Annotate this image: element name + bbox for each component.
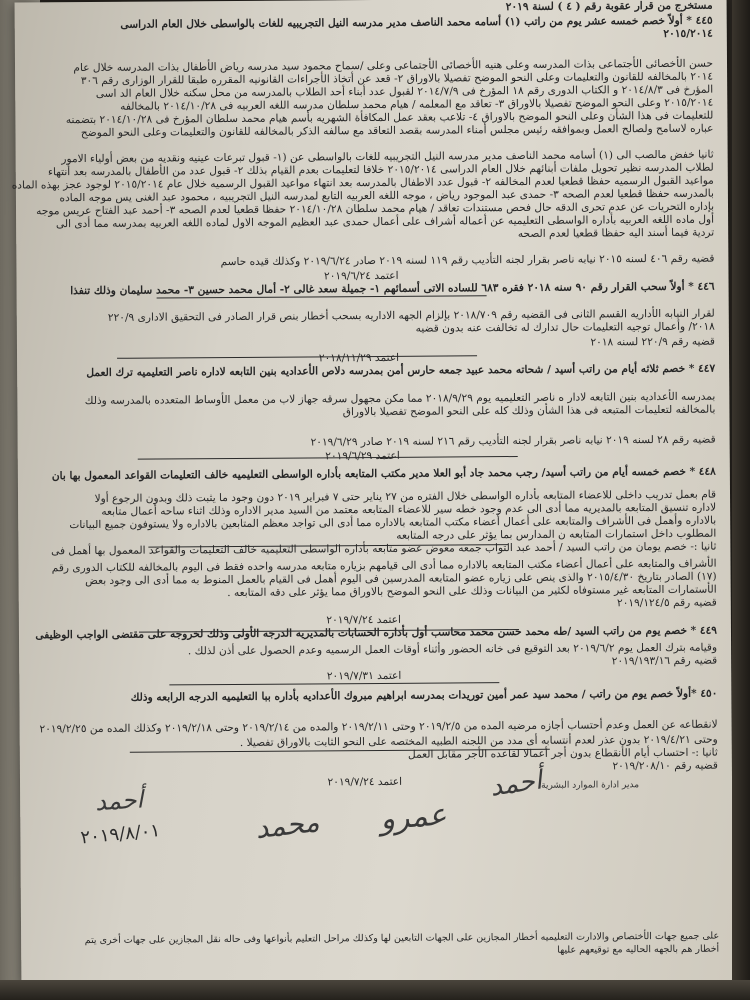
document-line: قضيه رقم ٤٠٦ لسنه ٢٠١٥ نيابه ناصر بقرار لجنه التأديب رقم ١١٩ لسنه ٢٠١٩ صادر ٢٠١٩/٦/٢٤ وكذلك قيده حاسم bbox=[220, 252, 715, 269]
document-line: أول ماده اللغه العربيه بأداره الواسطى التعليميه عن أعماله أشراف على أعمال حمدى عبد العظيم الموجه الاول لماده اللغه العربيه بمدرسه مما أدى الى bbox=[55, 213, 715, 231]
document-line: قضيه رقم ٢٨ لسنه ٢٠١٩ نيابه ناصر بقرار لجنه التأديب رقم ٢١٦ لسنه ٢٠١٩ صادر ٢٠١٩/٦/٢٩ bbox=[310, 433, 716, 449]
document-line: بالمخالفه لتعليمات المتبعه فى هذا الشأن وذلك كله على النحو الموضح تفصيلا بالاوراق bbox=[342, 403, 716, 419]
document-line: قام بعمل تدريب داخلى للاعضاء المتابعه بأداره الواسطى خلال الفتره من ٢٧ يناير حتى ٧ فبراير ٢٠١٩ دون وجود ما يثبت ذلك وبدون الرجوع أولا bbox=[94, 488, 717, 505]
document-line: اعتمد ٢٠١٩/٦/٢٤ bbox=[323, 269, 399, 283]
document-line: ٤٤٩ * خصم يوم من راتب السيد /طه محمد حسن محمد محاسب أول بأداره الحسابات بالمديريه الدرجه الأولى وذلك لخروجه على مقتضى الواجب الوظيفى bbox=[35, 624, 718, 642]
document-line: قضيه رقم ٢٠١٩/١٢٤/٥ bbox=[616, 596, 717, 610]
handwritten-date: ٢٠١٩/٨/٠١ bbox=[79, 820, 162, 849]
document-line: ثانيا خفض مالصب الى (١) أسامه محمد الناصف مدير مدرسه النيل التجريبيه للغات بالواسطى عن (١- قبول تبرعات عينيه ونقديه من بعض أولياء الامور bbox=[61, 148, 714, 166]
document-line: اعتمد ٢٠١٩/٧/٣١ bbox=[326, 669, 402, 683]
center-signature: محمد bbox=[253, 805, 321, 846]
document-line: لاداره تنسيق المتابعه بالمديريه مما أدى الى عدم وجود خطه سير للاعضاء المتابعه معتمد من السيد مدير الاداره وذلك اثناء ساحه أعمال متابعه bbox=[101, 501, 717, 518]
document-line: أخطار هم بالجهه الحاليه مع توقيعهم عليها bbox=[557, 943, 720, 956]
document-line: بالمدرسه حفظا قطعيا لعدم الصحه ٣- حمدى عبد الموجود رياض ، موجه اللغه العربيه التابع لمدرسه النيل التجريبيه ، محمود عبد الغنى يس موجه الماده bbox=[59, 187, 714, 205]
document-line: تردية فيما أسند اليه حفظا قطعيا لعدم الصحه bbox=[517, 226, 715, 240]
document-line: وقيامه بترك العمل يوم ٢٠١٩/٦/٢ بعد التوقيع فى خانه الحضور وأثناء أوقات العمل الرسميه وعدم الحصول على أذن لذلك . bbox=[187, 641, 718, 658]
document-line: ثانيا :- خصم يومان من راتب السيد / أحمد عبد التواب جمعه معوض عضو متابعه بأداره الواسطى التعليميه خالف التعليمات والقواعد المعمول بها أهمل فى bbox=[51, 540, 717, 558]
document-line: حسن الأخصائى الأجتماعى بذات المدرسه وعلى هنيه الأخصائى الأجتماعى وعلى /سماح محمود سيد مدرسه رياض الأطفال بذات المدرسه خلال عام bbox=[73, 57, 714, 75]
background-edge-right bbox=[732, 0, 750, 1000]
document-line: اعتمد ٢٠١٩/٧/٢٤ bbox=[327, 775, 403, 789]
document-line: المطلوب داخل استمارات المتابعه ن المدارس بما يؤثر على درجه المتابعه bbox=[396, 527, 717, 542]
hr-director-title: مدير ادارة الموارد البشرية bbox=[541, 780, 640, 791]
middle-signature: عمرو bbox=[379, 797, 448, 838]
left-signature: أحمد bbox=[94, 785, 144, 817]
document-line: مواعيد القبول الرسميه حفظا قطعيا لعدم المخالفه ٢- قبول عدد الاطفال بالمدرسه بعد انتهاء مواعيد القبول الرسميه خلال عام ٢٠١٥/٢٠١٤ لوجود عجز بهذه الماده bbox=[11, 174, 714, 192]
document-line: اعتمد ٢٠١٩/٧/٢٤ bbox=[326, 613, 401, 627]
document-line: لطلاب المدرسه نظير تحويل ملفات أبنائهم خلال العام الدراسى ٢٠١٥/٢٠١٤ خلافا لتعليمات بعدم القيام بذلك ٢- قبول عدد من الأطفال بالمدرسه بعد أنتهاء bbox=[47, 161, 714, 179]
document-line: اعتمد ٢٠١٨/١١/٢٩ bbox=[318, 351, 400, 365]
document-line: بالاداره وأهمل فى الأشراف والمتابعه على أعمال أعضاء مكتب المتابعه بالاداره مما أدى الى تواجد معظم المتابعين بالاداره ولا يستوفون جميع البيانات bbox=[69, 514, 717, 532]
document-line: ثانيا :- احتساب أيام الأنقطاع بدون أجر أعمالا لقاعده الأجر مقابل العمل bbox=[407, 746, 718, 761]
document-line: ٤٤٧ * خصم ثلاثه أيام من راتب أسيد / شحاته محمد عبيد جمعه حارس أمن بمدرسه دلاص الأعداديه بنين التابعه لاداره ناصر التعليميه ترك العمل bbox=[86, 362, 716, 380]
background-edge-bottom bbox=[0, 980, 750, 1000]
section-divider bbox=[117, 355, 477, 359]
document-line: على جميع جهات الأختصاص والادارت التعليميه أخطار المجازين على الجهات التابعين لها وكذلك مراحل التعليم بأنواعها وفى حاله نقل المجازين على جهات أخرى يتم bbox=[84, 930, 720, 947]
document-line: المؤرخ فى ٢٠١٤/٨/٣ و الكتاب الدورى رقم ١٨ المؤرخ فى ٢٠١٤/٧/٩ لقبول عدد أبناء أحد الطلاب بالمدرسه من محل سكنه خلال العام الد اسى bbox=[95, 83, 714, 100]
document-line: قضيه رقم ٢٠١٩/٢٠٨/١٠ bbox=[612, 759, 718, 773]
document-line: ٢٠١٥/٢٠١٤ وعلى النحو الموضح تفصيلا بالاوراق ٣- تعاقد مع المعلمه / هيام محمد سلطان مدرسه اللغه العربيه فى ٢٠١٤/١٠/٢٨ بالمخالفه bbox=[120, 96, 714, 113]
document-line: ٢٠١٥/٢٠١٤ bbox=[663, 27, 713, 40]
document-line: لقرار النيابه الأداريه القسم الثانى فى القضيه رقم ٢٠١٨/٧٠٩ بإلزام الجهه الاداريه بسحب أخطار بنص قرار الصادر فى التحقيق الادارى ٢٢٠/٩ bbox=[107, 307, 715, 324]
document-line: لانقطاعه عن العمل وعدم أحتساب أجازه مرضيه المده من ٢٠١٩/٢/٥ وحتى ٢٠١٩/٢/١١ والمده من ٢٠١٩/٢/١٤ وحتى ٢٠١٩/٢/١٨ وكذلك المده من ٢٠١٩/٢/٢٥ bbox=[39, 718, 718, 736]
scanned-document-page bbox=[11, 0, 734, 987]
document-line: الأستمارات المتابعه غير مستوفاه لكثير من البيانات وذلك على النحو الموضح بالاوراق مما يؤثر على دقه المتابعه . bbox=[227, 583, 717, 600]
document-line: قضيه رقم ٢٢٠/٩ لسنه ٢٠١٨ bbox=[590, 335, 715, 349]
document-line: اعتمد ٢٠١٩/٦/٢٩ bbox=[325, 449, 400, 463]
document-line: (١٧) الصادر بتاريخ ٢٠١٥/٤/٣٠ والذى ينص على زياره عضو المتابعه المدرسين فى اليوم أهمل فى القيام بالعمل المنوط به مما أدى الى وجود بعض bbox=[85, 570, 717, 588]
document-line: قضيه رقم ٢٠١٩/١٩٣/١٦ bbox=[611, 654, 718, 668]
document-line: وحتى ٢٠١٩/٤/٢١ بدون عذر لعدم أنتسابه أى مدد من اللجنه الطبيه المختصه على النحو الثابت بالاوراق تفصيلا . bbox=[239, 733, 718, 749]
right-signature: أحمد bbox=[488, 765, 544, 803]
document-line: ٢٠١٨/ وأعمال توجيه التعليمات حال تدارك له تخالفت عنه بدون قضيه bbox=[415, 320, 715, 335]
document-header: مستخرج من قرار عقوبة رقم ( ٤ ) لسنة ٢٠١٩ bbox=[505, 0, 713, 14]
document-line: بمدرسه الأعداديه بنين التابعه لادار ه ناصر التعليميه يوم ٢٠١٨/٩/٢٩ مما مكن مجهول سرقه جهاز لاب من معمل الأوساط المتعدده بالمدرسه وذلك bbox=[84, 390, 716, 408]
document-line: عباره لاسامح ولصالح العمل وبموافقه رئيس مجلس أمناء المدرسه بقصد التعاقد مع سالفه الذكر بالمخالفه للقانون والتعليمات وعلى النحو الموضح bbox=[80, 122, 714, 140]
document-line: للتعليمات فى هذا الشأن وعلى النحو الموضح بالاوراق ٤- تلاعب بعقد عمل المكافأة الشهريه بأسم هيام محمد سلطان المؤرخ فى ٢٠١٤/١٠/٢٨ بتضمنه bbox=[65, 109, 714, 127]
document-line: ٤٤٥ * أولاً خصم خمسه عشر يوم من راتب (١) أسامه محمد الناصف مدير مدرسه النيل التجريبيه للغات بالواسطى خلال العام الدراسى bbox=[120, 14, 713, 31]
document-line: ٤٤٨ * خصم خمسه أيام من راتب أسيد/ رجب محمد جاد أبو العلا مدير مكتب المتابعه بأداره الواسطى التعليميه خالف التعليمات القواعد المعمول بها بان bbox=[51, 465, 716, 483]
section-divider bbox=[169, 682, 499, 685]
document-line: ٤٥٠ *أولاً خصم يوم من راتب / محمد سيد عمر أمين توريدات بمدرسه ابراهيم مبروك الأعداديه بأداره ببا التعليميه الدرجه الرابعه وذلك bbox=[130, 687, 718, 704]
document-line: ٢٠١٤ بالمخالفه للقانون والتعليمات وعلى النحو الموضح تفصيلا بالاوراق ٢- قعد عن أتخاذ الأجراءات القانونيه المقرره طبقا للقرار الوزارى رقم ٣٠٦ bbox=[80, 70, 714, 88]
document-line: الأشراف والمتابعه على أعمال أعضاء مكتب المتابعه بالاداره مما أدى الى قيامهم بزياره متابعه مدرسه واحده فقط فى اليوم بالمخالفه للكتاب الدورى رقم bbox=[51, 557, 717, 575]
document-line: ٤٤٦ * أولاً سحب القرار رقم ٩٠ سنه ٢٠١٨ فقره ٦٨٣ للساده الاتى أسمائهم ١- جميلة سعد غالى ٢- أمال محمد حسين ٣- محمد سليمان وذلك تنفذا bbox=[70, 280, 715, 298]
document-line: بإداره التحريات عن عدم تحرى الدقه حال فحص مستندات تعاقد / هيام محمد سلطان ٢٠١٤/١٠/٢٨ حفظا قطعيا لعدم الصحه ٣- أحمد عبد الفتاح عريس موجه bbox=[36, 200, 715, 218]
